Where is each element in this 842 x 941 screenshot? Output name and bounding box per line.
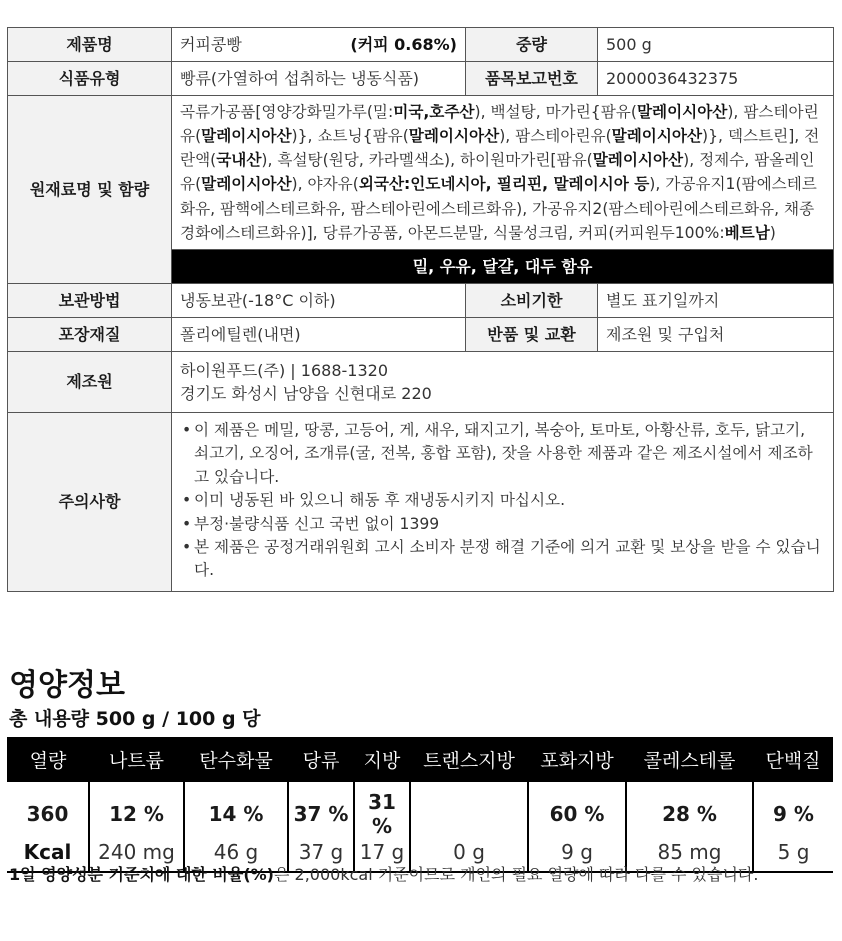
calories-value: 360: [26, 802, 69, 826]
row-product-name: [8, 28, 834, 62]
storage-value: 냉동보관(-18°C 이하): [172, 283, 466, 317]
sodium-percent: 12 %: [89, 782, 184, 838]
food-type-value: 빵류(가열하여 섭취하는 냉동식품): [172, 62, 466, 96]
fat-percent: 31 %: [354, 782, 410, 838]
ingredient-text: ), 흑설탕(원당, 카라멜색소), 하이원마가린[팜유(: [261, 151, 593, 170]
product-name-cell: [172, 28, 466, 62]
nutrition-subtitle: 총 내용량 500 g / 100 g 당: [9, 708, 261, 730]
return-value: 제조원 및 구입처: [598, 317, 834, 351]
ingredient-origin-bold: 말레이시아산: [611, 127, 703, 146]
manufacturer-cell: [172, 351, 834, 412]
product-info-table: [7, 27, 834, 592]
ingredient-origin-bold: 말레이시아산: [201, 127, 292, 146]
product-name: 커피콩빵: [180, 34, 242, 54]
fat-amount: 17 g: [354, 838, 410, 872]
ingredient-origin-bold: 베트남: [724, 223, 770, 242]
food-type-label: 식품유형: [8, 62, 172, 96]
coffee-percentage: (커피 0.68%): [350, 34, 457, 54]
carbohydrate-amount: 46 g: [184, 838, 288, 872]
footnote-text: 은 2,000kcal 기준이므로 개인의 필요 열량에 따라 다를 수 있습니다.: [274, 865, 759, 884]
product-name-label: 제품명: [8, 28, 172, 62]
protein-amount: 5 g: [753, 838, 833, 872]
protein-percent: 9 %: [753, 782, 833, 838]
ingredient-origin-bold: 말레이시아산: [592, 151, 684, 170]
trans-fat-amount: 0 g: [410, 838, 528, 872]
caution-item: • 이 제품은 메밀, 땅콩, 고등어, 게, 새우, 돼지고기, 복숭아, 토마토, 아황산류, 호두, 닭고기, 쇠고기, 오징어, 조개류(굴, 전복, 홍합 포함), 잣을 사용한 제품과 같은 제조시설에서 제조하고 있습니다.: [176, 419, 825, 489]
row-manufacturer: [8, 351, 834, 412]
ingredient-text: ): [769, 223, 776, 242]
ingredient-text: 곡류가공품[영양강화밀가루(밀:: [180, 103, 394, 121]
caution-label: 주의사항: [8, 412, 172, 591]
storage-label: 보관방법: [8, 283, 172, 317]
trans-fat-percent: [410, 782, 528, 838]
ingredient-text: ), 팜스테아린유(: [180, 103, 819, 146]
nutrition-header-row: [7, 737, 833, 782]
header-cholesterol: 콜레스테롤: [626, 737, 753, 782]
allergen-banner: 밀, 우유, 달걀, 대두 함유: [172, 249, 834, 283]
nutrition-percent-row: [7, 782, 833, 838]
cholesterol-amount: 85 mg: [626, 838, 753, 872]
ingredient-origin-bold: 외국산:인도네시아, 필리핀, 말레이시아 등: [358, 175, 650, 194]
ingredient-text: ), 정제수, 팜올레인유(: [180, 151, 815, 194]
ingredient-origin-bold: 말레이시아산: [201, 175, 292, 194]
nutrition-title: 영양정보: [9, 668, 125, 703]
report-no-value: 2000036432375: [598, 62, 834, 96]
caution-cell: [172, 412, 834, 591]
footnote-bold: 1일 영양성분 기준치에 대한 비율(%): [9, 865, 274, 884]
calories-unit: Kcal: [23, 839, 72, 864]
header-sodium: 나트륨: [89, 737, 184, 782]
header-fat: 지방: [354, 737, 410, 782]
sodium-amount: 240 mg: [89, 838, 184, 872]
ingredient-origin-bold: 국내산: [216, 151, 262, 170]
saturated-fat-percent: 60 %: [528, 782, 626, 838]
weight-label: 중량: [466, 28, 598, 62]
report-no-label: 품목보고번호: [466, 62, 598, 96]
manufacturer-label: 제조원: [8, 351, 172, 412]
row-packaging: [8, 317, 834, 351]
caution-item: • 부정·불량식품 신고 국번 없이 1399: [176, 513, 825, 536]
return-label: 반품 및 교환: [466, 317, 598, 351]
ingredient-origin-bold: 말레이시아산: [636, 103, 728, 121]
header-saturated-fat: 포화지방: [528, 737, 626, 782]
header-sugars: 당류: [288, 737, 354, 782]
weight-value: 500 g: [598, 28, 834, 62]
row-caution: [8, 412, 834, 591]
header-carbohydrate: 탄수화물: [184, 737, 288, 782]
ingredient-text: ), 백설탕, 마가린{팜유(: [474, 103, 637, 121]
caution-item: • 본 제품은 공정거래위원회 고시 소비자 분쟁 해결 기준에 의거 교환 및 보상을 받을 수 있습니다.: [176, 536, 825, 583]
header-protein: 단백질: [753, 737, 833, 782]
manufacturer-line1: 하이원푸드(주) | 1688-1320: [180, 360, 388, 380]
ingredient-origin-bold: 미국,호주산: [393, 103, 475, 121]
expiry-value: 별도 표기일까지: [598, 283, 834, 317]
ingredient-text: ), 팜스테아린유(: [499, 127, 612, 146]
ingredient-text: )}, 덱스트린], 전란액(: [180, 127, 820, 170]
ingredient-text: ), 가공유지1(팜에스테르화유, 팜핵에스테르화유, 팜스테아린에스테르화유), 가공유지2(팜스테아린에스테르화유, 채종경화에스테르화유)], 당류가공품, 아몬드분말, 식물성크림, 커피(커피원두100%:: [180, 175, 817, 242]
ingredients-label: 원재료명 및 함량: [8, 96, 172, 284]
nutrition-footnote: [9, 862, 758, 885]
row-storage: [8, 283, 834, 317]
manufacturer-address: 경기도 화성시 남양읍 신현대로 220: [180, 383, 432, 403]
cholesterol-percent: 28 %: [626, 782, 753, 838]
ingredient-text: )}, 쇼트닝{팜유(: [291, 127, 409, 146]
sugars-amount: 37 g: [288, 838, 354, 872]
packaging-value: 폴리에틸렌(내면): [172, 317, 466, 351]
header-trans-fat: 트랜스지방: [410, 737, 528, 782]
caution-item: • 이미 냉동된 바 있으니 해동 후 재냉동시키지 마십시오.: [176, 489, 825, 512]
ingredients-text: [172, 96, 834, 250]
caution-list: [176, 413, 825, 591]
ingredient-origin-bold: 말레이시아산: [408, 127, 500, 146]
ingredient-text: ), 야자유(: [291, 175, 359, 194]
row-food-type: [8, 62, 834, 96]
row-ingredients: [8, 96, 834, 250]
saturated-fat-amount: 9 g: [528, 838, 626, 872]
packaging-label: 포장재질: [8, 317, 172, 351]
nutrition-table: [7, 737, 833, 873]
expiry-label: 소비기한: [466, 283, 598, 317]
sugars-percent: 37 %: [288, 782, 354, 838]
carbohydrate-percent: 14 %: [184, 782, 288, 838]
header-calories: 열량: [7, 737, 89, 782]
